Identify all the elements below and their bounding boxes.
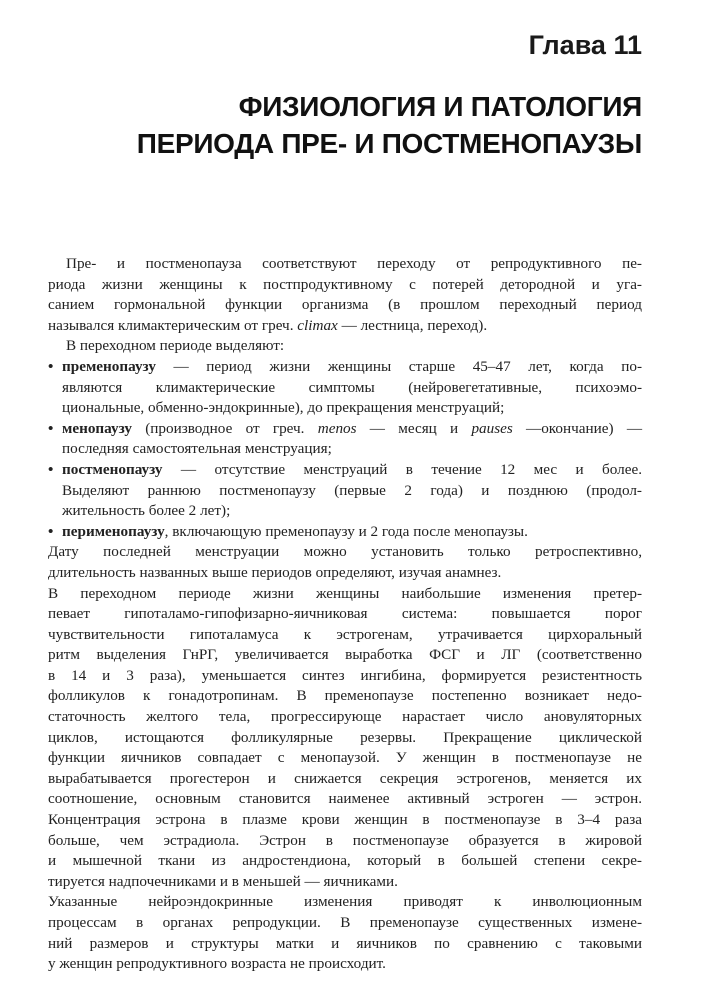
chapter-title-line-2: ПЕРИОДА ПРЕ- И ПОСТМЕНОПАУЗЫ (136, 128, 642, 159)
text-line: в 14 и 3 раза), уменьшается синтез ингибина, формируется резистентность (48, 666, 642, 684)
definition-list (48, 357, 642, 542)
text-line: соотношение, основным становится наименее активный эстроген — эстрон. (48, 790, 642, 808)
text-line: последняя самостоятельная менструация; (62, 440, 332, 458)
text-line: циклов, истощаются фолликулярные резервы. Прекращение циклической (48, 728, 642, 746)
text-line: тируется надпочечниками и в меньшей — яичниками. (48, 872, 398, 890)
paragraph-involution (48, 892, 642, 974)
text-line: вырабатывается прогестерон и снижается секреция эстрогенов, меняется их (48, 769, 642, 787)
text-line: В переходном периоде выделяют: (66, 337, 285, 355)
text-line: В переходном периоде жизни женщины наибольшие изменения претер- (48, 584, 642, 602)
chapter-title-line-1: ФИЗИОЛОГИЯ И ПАТОЛОГИЯ (238, 91, 642, 122)
text-line: риода жизни женщины к постпродуктивному с потерей детородной и уга- (48, 275, 642, 293)
text-line: — лестница, переход). (337, 316, 488, 334)
list-item (48, 419, 642, 460)
text-line: функции яичников совпадает с менопаузой. У женщин в постменопаузе не (48, 749, 642, 767)
term-menopause: менопаузу (62, 419, 132, 437)
text-line: длительность названных выше периодов определяют, изучая анамнез. (48, 563, 502, 581)
term-postmenopause: постменопаузу (62, 460, 163, 478)
list-item (48, 522, 642, 543)
text-line: у женщин репродуктивного возраста не происходит. (48, 955, 386, 973)
paragraph-anamnesis (48, 542, 642, 583)
text-line: Указанные нейроэндокринные изменения приводят к инволюционным (48, 893, 642, 911)
paragraph-hormonal-changes (48, 584, 642, 893)
text-line: Выделяют раннюю постменопаузу (первые 2 года) и позднюю (продол- (62, 481, 642, 499)
body-text (48, 254, 642, 975)
bullet-icon: • (48, 357, 54, 375)
text-line: Пре- и постменопауза соответствуют переходу от репродуктивного пе- (66, 255, 642, 272)
text-line: —окончание) — (512, 419, 643, 437)
text-line: ний размеров и структуры матки и яичников по сравнению с таковыми (48, 934, 642, 952)
term-pauses: pauses (471, 419, 513, 437)
text-line: , включающую пременопаузу и 2 года после менопаузы. (164, 522, 528, 540)
chapter-number: Глава 11 (528, 30, 642, 60)
chapter-title (137, 88, 642, 162)
text-line: процессам в органах репродукции. В пременопаузе существенных измене- (48, 914, 642, 931)
text-line: и мышечной ткани из андростендиона, который в большей степени секре- (48, 852, 642, 870)
intro-paragraph (48, 254, 642, 357)
text-line: Концентрация эстрона в плазме крови женщин в постменопаузе в 3–4 раза (48, 811, 642, 829)
text-line: статочность желтого тела, прогрессирующе нарастает число ановуляторных (48, 708, 642, 726)
term-perimenopause: перименопаузу (62, 522, 165, 540)
text-line: являются климактерические симптомы (нейровегетативные, психоэмо- (62, 378, 642, 396)
text-line: фолликулов к гонадотропинам. В пременопаузе постепенно возникает недо- (48, 687, 642, 705)
text-line: (производное от греч. (131, 419, 318, 437)
term-climax: climax (297, 316, 338, 334)
text-line: певает гипоталамо-гипофизарно-яичниковая система: повышается порог (48, 605, 642, 623)
text-line: — период жизни женщины старше 45–47 лет, когда по- (155, 357, 642, 375)
bullet-icon: • (48, 460, 54, 478)
text-line: — месяц и (356, 419, 472, 437)
text-line: чувствительности гипоталамуса к эстрогенам, утрачивается цирхоральный (48, 625, 642, 643)
text-line: — отсутствие менструаций в течение 12 мес и более. (162, 460, 642, 478)
list-item (48, 460, 642, 522)
text-line: назывался климактерическим от греч. (48, 316, 298, 334)
text-line: ритм выделения ГнРГ, увеличивается выработка ФСГ и ЛГ (соответственно (48, 646, 642, 664)
term-premenopause: пременопаузу (62, 357, 156, 375)
text-line: жительность более 2 лет); (62, 502, 231, 520)
text-line: циональные, обменно-эндокринные), до прекращения менструаций; (62, 399, 505, 417)
text-line: больше, чем эстрадиола. Эстрон в постменопаузе образуется в жировой (48, 831, 642, 849)
list-item (48, 357, 642, 419)
bullet-icon: • (48, 419, 54, 437)
bullet-icon: • (48, 522, 54, 540)
text-line: Дату последней менструации можно установить только ретроспективно, (48, 543, 642, 561)
text-line: санием гормональной функции организма (в прошлом переходный период (48, 296, 642, 314)
term-menos: menos (317, 419, 357, 437)
